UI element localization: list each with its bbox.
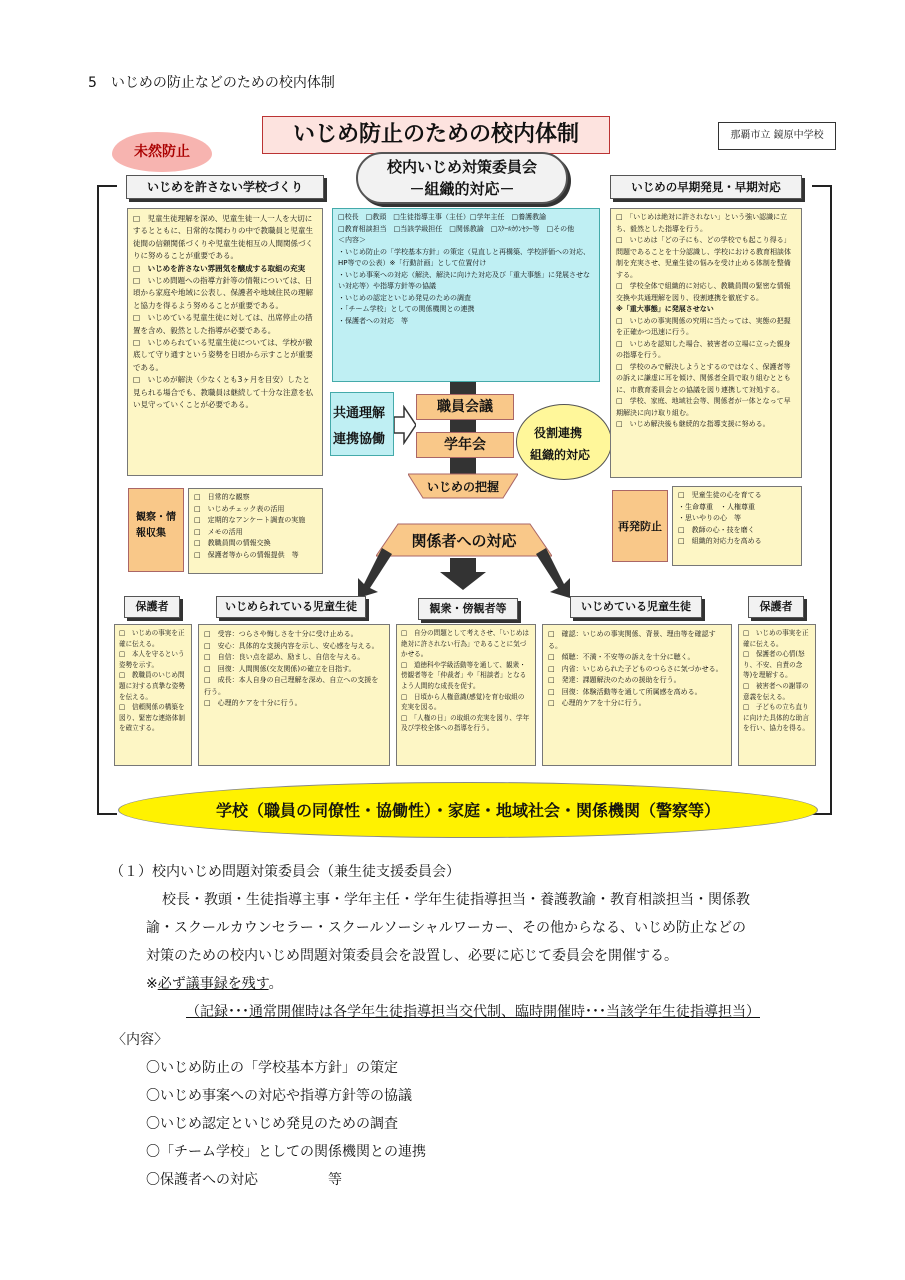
role-cloud-line-2: 組織的対応 xyxy=(530,448,591,462)
record-note: （記録･･･通常開催時は各学年生徒指導担当交代制、臨時開催時･･･当該学年生徒指導担当） xyxy=(186,1004,760,1020)
guardian-right-item: □ 被害者への謝罪の意義を伝える。 xyxy=(743,681,809,701)
content-list xyxy=(146,1054,426,1194)
note-mark: ※ xyxy=(146,976,158,992)
committee-item: ・保護者への対応 等 xyxy=(338,316,408,325)
guardian-right-panel xyxy=(738,624,816,766)
bystander-header: 観衆・傍観者等 xyxy=(418,598,518,620)
bottom-banner: 学校（職員の同僚性・協働性）・家庭・地域社会・関係機関（警察等） xyxy=(118,782,818,838)
observation-list xyxy=(188,488,323,574)
right-header: いじめの早期発見・早期対応 xyxy=(610,175,802,199)
observation-item: □ メモの活用 xyxy=(194,527,243,536)
bully-header: いじめている児童生徒 xyxy=(570,596,702,618)
bully-item: □ 発達：課題解決のための援助を行う。 xyxy=(548,676,681,684)
content-item: 〇いじめ認定といじめ発見のための調査 xyxy=(146,1116,398,1132)
committee-members: □校長 □教頭 □生徒指導主事（主任）□学年主任 □養護教諭 xyxy=(338,213,547,221)
guardian-left-header: 保護者 xyxy=(124,596,180,618)
guardian-right-item: □ いじめの事実を正確に伝える。 xyxy=(743,629,809,648)
committee-item: ・「チーム学校」としての関係機関との連携 xyxy=(338,305,475,313)
committee-panel xyxy=(332,208,600,382)
arrow-down-icon xyxy=(440,558,486,590)
bystander-item: □ 日頃から人権意識(感覚)を育む取組の充実を図る。 xyxy=(401,692,525,712)
victim-item: □ 成長：本人自身の自己理解を深め、自立への支援を行う。 xyxy=(204,676,379,696)
note xyxy=(146,970,283,998)
guardian-left-item: □ 信頼関係の構築を図り、緊密な連絡体制を確立する。 xyxy=(119,703,185,733)
left-header: いじめを許さない学校づくり xyxy=(126,175,324,199)
left-item: □ 児童生徒理解を深め、児童生徒一人一人を大切にするとともに、日常的な関わりの中で教職員と児童生徒間の信頼関係づくりや児童生徒相互の人間関係づくりに努めることが重要である。 xyxy=(133,214,313,261)
guardian-right-item: □ 子どもの立ち直りに向けた具体的な助言を行い、協力を得る。 xyxy=(743,703,809,733)
bully-item: □ 傾聴：不満・不安等の訴えを十分に聴く。 xyxy=(548,653,695,661)
observation-item: □ 日常的な観察 xyxy=(194,493,250,501)
left-item: □ いじめられている児童生徒については、学校が徹底して守り通すという姿勢を日頃から示すことが重要である。 xyxy=(133,338,313,372)
observation-label: 観察・情報収集 xyxy=(136,512,176,539)
committee-subtitle: －組織的対応－ xyxy=(409,180,515,198)
bystander-item: □ 「人権の日」の取組の充実を図り、学年及び学校全体への指導を行う。 xyxy=(401,713,530,733)
left-item: □ いじめを許さない雰囲気を醸成する取組の充実 xyxy=(133,263,306,273)
guardian-left-item: □ 教職員のいじめ問題に対する真摯な姿勢を伝える。 xyxy=(119,671,185,701)
content-item: 〇いじめ防止の「学校基本方針」の策定 xyxy=(146,1060,398,1076)
right-item: ※「重大事態」に発展させない xyxy=(616,305,714,313)
bystander-item: □ 自分の問題として考えさせ、「いじめは絶対に許されない行為」であることに気づかせる。 xyxy=(401,629,530,659)
paragraph-line: 対策のための校内いじめ問題対策委員会を設置し、必要に応じて委員会を開催する。 xyxy=(146,948,678,964)
arrow-right-icon xyxy=(394,405,416,445)
right-item: □ 「いじめは絶対に許されない」という強い認識に立ち、毅然とした指導を行う。 xyxy=(616,213,788,233)
recurrence-item: □ 児童生徒の心を育てる xyxy=(678,491,762,499)
victim-header: いじめられている児童生徒 xyxy=(216,596,366,618)
right-item: □ いじめの事実関係の究明に当たっては、実態の把握を正確かつ迅速に行う。 xyxy=(616,316,791,336)
observation-item: □ 教職員間の情報交換 xyxy=(194,539,271,547)
prevention-cloud: 未然防止 xyxy=(112,132,212,172)
committee-content-label: ＜内容＞ xyxy=(338,236,366,244)
left-item: □ いじめている児童生徒に対しては、出席停止の措置を含め、毅然とした指導が必要である。 xyxy=(133,313,313,335)
committee-item: ・いじめ事案への対応（解決、解決に向けた対応及び「重大事態」に発展させない対応等）や指導方針等の協議 xyxy=(338,270,590,290)
bully-item: □ 内省：いじめられた子どものつらさに気づかせる。 xyxy=(548,664,723,673)
content-item: 〇保護者への対応 等 xyxy=(146,1172,342,1188)
subheading: （１）校内いじめ問題対策委員会（兼生徒支援委員会） xyxy=(110,864,460,880)
victim-item: □ 回復：人間関係(交友関係)の確立を目指す。 xyxy=(204,664,356,673)
left-item: □ いじめ問題への指導方針等の情報については、日頃から家庭や地域に公表し、保護者や地域住民の理解と協力を得るよう努めることが重要である。 xyxy=(133,276,313,310)
recurrence-label: 再発防止 xyxy=(618,520,662,533)
guardian-right-header: 保護者 xyxy=(748,596,804,618)
observation-item: □ 保護者等からの情報提供 等 xyxy=(194,550,299,559)
right-item: □ 学校、家庭、地域社会等、関係者が一体となって早期解決に向け取り組む。 xyxy=(616,397,791,417)
right-item: □ いじめを認知した場合、被害者の立場に立った親身の指導を行う。 xyxy=(616,339,791,359)
common-understanding: 共通理解 xyxy=(333,406,386,421)
left-item: □ いじめが解決（少なくとも3ヶ月を目安）したと見られる場合でも、教職員は継続して十分な注意を払い見守っていくことが必要である。 xyxy=(133,375,313,410)
committee-members: □教育相談担当 □当該学級担任 □関係教諭 □ｽｸｰﾙｶｳﾝｾﾗｰ等 □その他 xyxy=(338,224,575,233)
right-item: □ いじめ解決後も継続的な指導支援に努める。 xyxy=(616,420,770,428)
recurrence-item: ・生命尊重 ・人権尊重 xyxy=(678,502,755,511)
arrow-down-right-icon xyxy=(536,548,576,598)
guardian-left-item: □ いじめの事実を正確に伝える。 xyxy=(119,629,185,648)
content-item: 〇「チーム学校」としての関係機関との連携 xyxy=(146,1144,426,1160)
bully-item: □ 回復：体験活動等を通して所属感を高める。 xyxy=(548,687,702,696)
paragraph-line: 諭・スクールカウンセラー・スクールソーシャルワーカー、その他からなる、いじめ防止などの xyxy=(146,920,747,936)
left-panel xyxy=(127,208,323,476)
grasp-label: いじめの把握 xyxy=(426,480,499,494)
recurrence-list xyxy=(672,486,802,566)
recurrence-item: □ 教師の心・技を磨く xyxy=(678,525,755,534)
victim-item: □ 心理的ケアを十分に行う。 xyxy=(204,699,302,707)
observation-item: □ 定期的なアンケート調査の実施 xyxy=(194,516,306,524)
guardian-left-panel xyxy=(114,624,192,766)
right-item: □ いじめは「どの子にも、どの学校でも起こり得る」問題であることを十分認識し、学校における教育相談体制を充実させ、児童生徒の悩みを受け止める体制を整備する。 xyxy=(616,236,791,279)
right-item: □ 学校のみで解決しようとするのではなく、保護者等の訴えに謙虚に耳を傾け、関係者全員で取り組むとともに、市教育委員会との協議を図り連携して対処する。 xyxy=(616,362,791,394)
content-label: 〈内容〉 xyxy=(112,1032,168,1048)
role-cloud-line-1: 役割連携 xyxy=(534,426,583,440)
right-panel xyxy=(610,208,802,478)
victim-item: □ 自信：良い点を認め、励まし、自信を与える。 xyxy=(204,653,365,661)
bully-item: □ 心理的ケアを十分に行う。 xyxy=(548,699,646,707)
victim-item: □ 安心：具体的な支援内容を示し、安心感を与える。 xyxy=(204,641,379,650)
bully-panel xyxy=(542,624,732,766)
staff-meeting: 職員会議 xyxy=(416,394,514,420)
committee-item: ・いじめの認定といじめ発見のための調査 xyxy=(338,293,471,302)
bystander-item: □ 道徳科や学級活動等を通して、観衆・傍観者等を「仲裁者」や「相談者」となるよう人間的な成長を促す。 xyxy=(401,660,527,690)
bully-item: □ 確認：いじめの事実関係、背景、理由等を確認する。 xyxy=(548,630,716,650)
note-text: 必ず議事録を残す xyxy=(157,976,269,992)
recurrence-item: ・思いやりの心 等 xyxy=(678,514,741,522)
content-item: 〇いじめ事案への対応や指導方針等の協議 xyxy=(146,1088,412,1104)
bystander-panel xyxy=(396,624,536,766)
observation-item: □ いじめチェック表の活用 xyxy=(194,504,285,513)
committee-item: ・いじめ防止の「学校基本方針」の策定（見直しと再構築、学校評価への対応、HP等での公表）※「行動計画」として位置付け xyxy=(338,247,590,267)
recurrence-item: □ 組織的対応力を高める xyxy=(678,537,762,545)
arrow-down-left-icon xyxy=(352,548,392,598)
response-label: 関係者への対応 xyxy=(411,532,517,550)
section-heading: 5 いじめの防止などのための校内体制 xyxy=(88,75,335,91)
guardian-right-item: □ 保護者の心情(怒り、不安、自責の念等)を理解する。 xyxy=(743,650,805,680)
school-name: 那覇市立 鏡原中学校 xyxy=(718,122,836,150)
diagram-title: いじめ防止のための校内体制 xyxy=(262,116,610,154)
grade-meeting: 学年会 xyxy=(416,432,514,458)
role-cloud xyxy=(516,404,612,480)
victim-panel xyxy=(198,624,390,766)
paragraph-line: 校長・教頭・生徒指導主事・学年主任・学年生徒指導担当・養護教諭・教育相談担当・関係教 xyxy=(162,892,750,908)
committee-title: 校内いじめ対策委員会 xyxy=(386,158,537,176)
guardian-left-item: □ 本人を守るという姿勢を示す。 xyxy=(119,650,185,669)
note-end: 。 xyxy=(268,976,283,992)
victim-item: □ 受容：つらさや悔しさを十分に受け止める。 xyxy=(204,630,358,638)
right-item: □ 学校全体で組織的に対応し、教職員間の緊密な情報交換や共通理解を図り、役割連携を徹底する。 xyxy=(616,282,791,302)
collaboration: 連携協働 xyxy=(333,432,386,447)
